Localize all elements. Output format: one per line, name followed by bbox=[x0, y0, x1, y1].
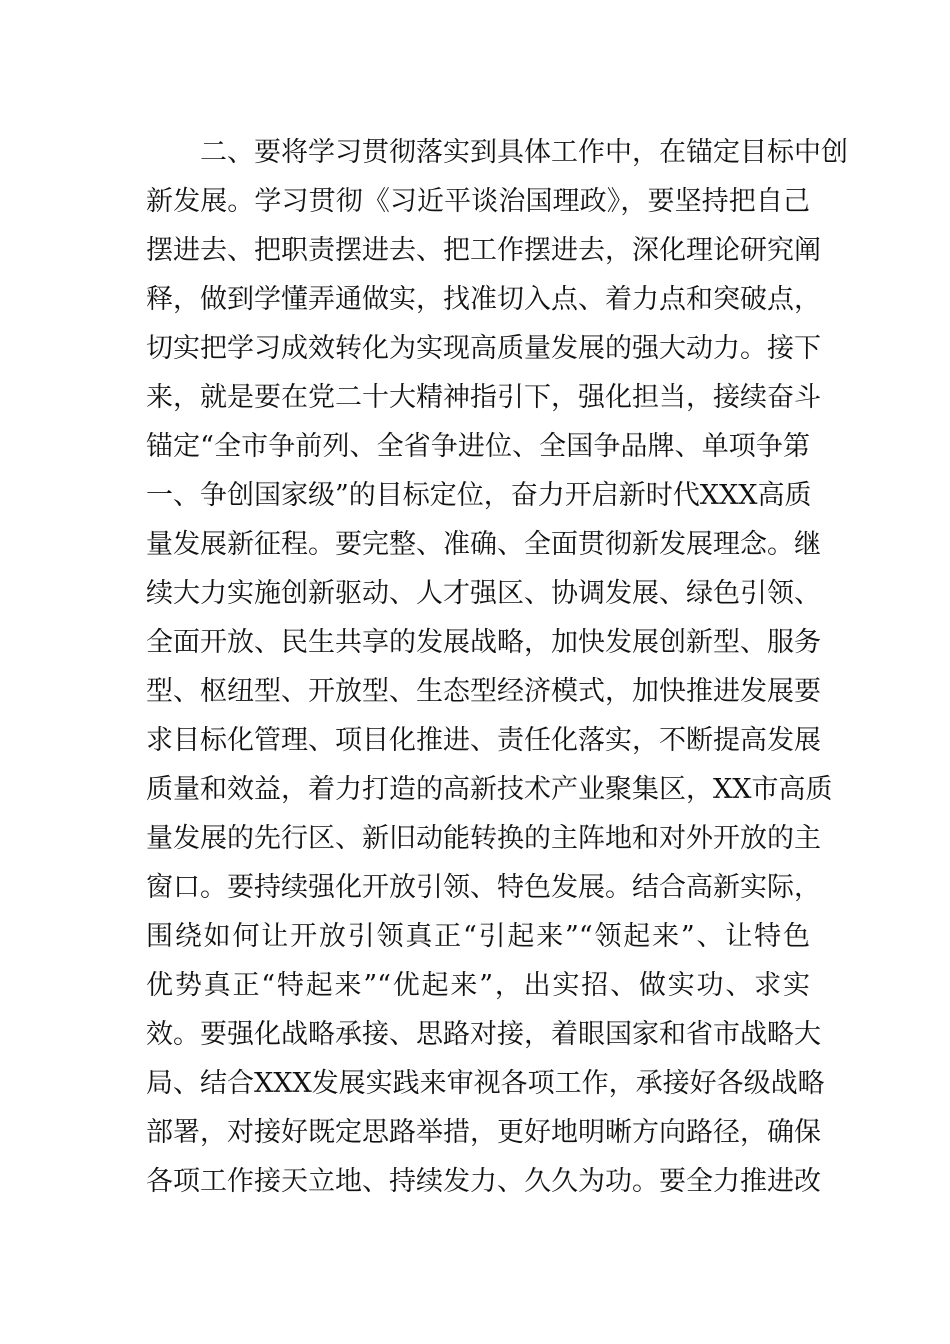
text-line: 量发展新征程。要完整、准确、全面贯彻新发展理念。继 bbox=[146, 529, 821, 560]
text-line: 摆进去、把职责摆进去、把工作摆进去，深化理论研究阐 bbox=[146, 235, 821, 266]
text-line: 来，就是要在党二十大精神指引下，强化担当，接续奋斗 bbox=[146, 382, 821, 413]
text-line: 释，做到学懂弄通做实，找准切入点、着力点和突破点， bbox=[146, 284, 821, 315]
text-line: 切实把学习成效转化为实现高质量发展的强大动力。接下 bbox=[146, 333, 821, 364]
text-line: 质量和效益，着力打造的高新技术产业聚集区，XX市高质 bbox=[146, 774, 833, 805]
text-line: 优势真正“特起来”“优起来”，出实招、做实功、求实 bbox=[146, 970, 810, 1001]
text-line: 各项工作接天立地、持续发力、久久为功。要全力推进改 bbox=[146, 1166, 821, 1197]
text-line: 二、要将学习贯彻落实到具体工作中，在锚定目标中创 bbox=[146, 137, 848, 168]
text-line: 围绕如何让开放引领真正“引起来”“领起来”、让特色 bbox=[146, 921, 810, 952]
text-line: 部署，对接好既定思路举措，更好地明晰方向路径，确保 bbox=[146, 1117, 821, 1148]
text-line: 窗口。要持续强化开放引领、特色发展。结合高新实际， bbox=[146, 872, 821, 903]
text-line: 续大力实施创新驱动、人才强区、协调发展、绿色引领、 bbox=[146, 578, 821, 609]
text-line: 量发展的先行区、新旧动能转换的主阵地和对外开放的主 bbox=[146, 823, 821, 854]
text-line: 求目标化管理、项目化推进、责任化落实，不断提高发展 bbox=[146, 725, 821, 756]
text-line: 一、争创国家级”的目标定位，奋力开启新时代XXX高质 bbox=[146, 480, 812, 511]
text-line: 局、结合XXX发展实践来审视各项工作，承接好各级战略 bbox=[146, 1068, 825, 1099]
body-paragraph bbox=[146, 128, 848, 1206]
text-line: 全面开放、民生共享的发展战略，加快发展创新型、服务 bbox=[146, 627, 821, 658]
text-line: 型、枢纽型、开放型、生态型经济模式，加快推进发展要 bbox=[146, 676, 821, 707]
text-line: 新发展。学习贯彻《习近平谈治国理政》，要坚持把自己 bbox=[146, 186, 810, 217]
text-line: 效。要强化战略承接、思路对接，着眼国家和省市战略大 bbox=[146, 1019, 821, 1050]
text-line: 锚定“全市争前列、全省争进位、全国争品牌、单项争第 bbox=[146, 431, 810, 462]
